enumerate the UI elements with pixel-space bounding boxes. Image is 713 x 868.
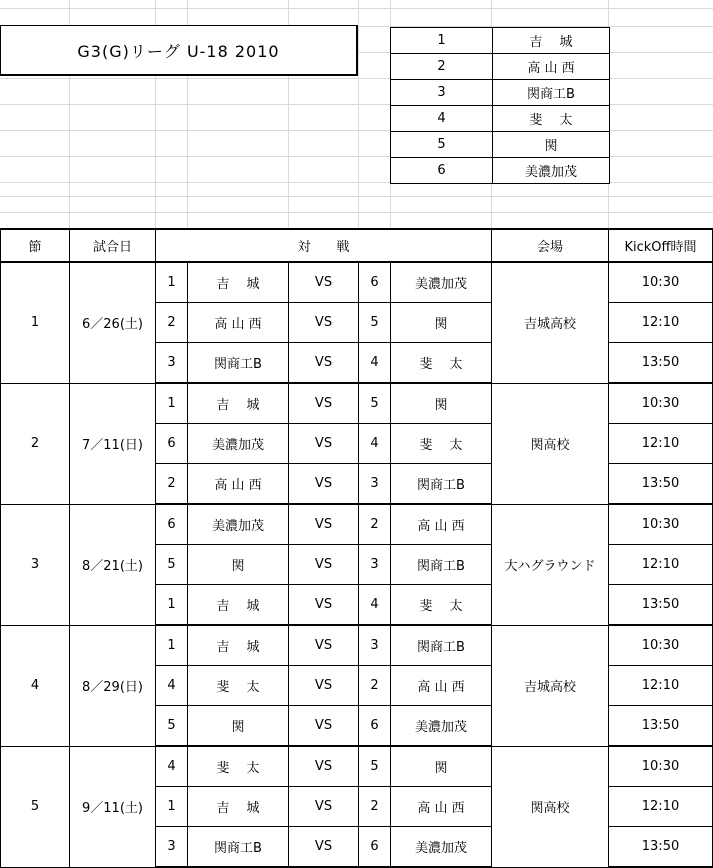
team-number: 6 <box>391 158 493 184</box>
home-team-name: 美濃加茂 <box>188 424 289 464</box>
home-team-name: 斐 太 <box>188 746 289 787</box>
team-number: 3 <box>391 80 493 106</box>
kickoff-time: 13:50 <box>609 706 713 747</box>
away-team-name: 斐 太 <box>391 343 492 384</box>
match-row <box>1 746 713 787</box>
team-number-table <box>390 27 610 184</box>
away-team-number: 4 <box>359 424 391 464</box>
match-row <box>1 625 713 666</box>
home-team-name: 吉 城 <box>188 625 289 666</box>
team-number: 2 <box>391 54 493 80</box>
match-row <box>1 383 713 424</box>
versus-label: VS <box>289 827 359 868</box>
team-row <box>391 132 610 158</box>
versus-label: VS <box>289 303 359 343</box>
home-team-name: 吉 城 <box>188 585 289 626</box>
home-team-number: 4 <box>156 746 188 787</box>
home-team-number: 6 <box>156 504 188 545</box>
versus-label: VS <box>289 343 359 384</box>
team-row <box>391 54 610 80</box>
home-team-name: 美濃加茂 <box>188 504 289 545</box>
home-team-name: 高 山 西 <box>188 464 289 505</box>
team-number: 5 <box>391 132 493 158</box>
away-team-number: 5 <box>359 303 391 343</box>
home-team-number: 2 <box>156 464 188 505</box>
home-team-number: 6 <box>156 424 188 464</box>
team-row <box>391 158 610 184</box>
team-row <box>391 106 610 132</box>
kickoff-time: 12:10 <box>609 303 713 343</box>
home-team-name: 吉 城 <box>188 262 289 303</box>
league-title <box>0 25 358 76</box>
away-team-number: 2 <box>359 504 391 545</box>
home-team-name: 関商工B <box>188 827 289 868</box>
header-match: 対 戦 <box>156 229 492 262</box>
away-team-number: 5 <box>359 383 391 424</box>
header-round: 節 <box>1 229 70 262</box>
kickoff-time: 13:50 <box>609 827 713 868</box>
round-number: 5 <box>1 746 70 867</box>
versus-label: VS <box>289 746 359 787</box>
away-team-name: 高 山 西 <box>391 666 492 706</box>
versus-label: VS <box>289 545 359 585</box>
home-team-number: 5 <box>156 545 188 585</box>
away-team-number: 3 <box>359 545 391 585</box>
versus-label: VS <box>289 504 359 545</box>
home-team-number: 2 <box>156 303 188 343</box>
match-date: 9／11(土) <box>70 746 156 867</box>
venue-name: 吉城高校 <box>492 625 609 746</box>
round-number: 2 <box>1 383 70 504</box>
header-venue: 会場 <box>492 229 609 262</box>
away-team-name: 関 <box>391 383 492 424</box>
team-name: 吉 城 <box>493 28 610 54</box>
team-name: 関 <box>493 132 610 158</box>
versus-label: VS <box>289 706 359 747</box>
kickoff-time: 13:50 <box>609 343 713 384</box>
match-row <box>1 504 713 545</box>
match-date: 8／21(土) <box>70 504 156 625</box>
kickoff-time: 12:10 <box>609 424 713 464</box>
venue-name: 吉城高校 <box>492 262 609 383</box>
header-date: 試合日 <box>70 229 156 262</box>
away-team-number: 5 <box>359 746 391 787</box>
kickoff-time: 10:30 <box>609 383 713 424</box>
home-team-number: 1 <box>156 383 188 424</box>
team-name: 高 山 西 <box>493 54 610 80</box>
away-team-number: 4 <box>359 585 391 626</box>
team-name: 関商工B <box>493 80 610 106</box>
away-team-name: 関商工B <box>391 625 492 666</box>
away-team-name: 関商工B <box>391 545 492 585</box>
round-number: 4 <box>1 625 70 746</box>
home-team-number: 1 <box>156 585 188 626</box>
match-row <box>1 262 713 303</box>
away-team-name: 美濃加茂 <box>391 827 492 868</box>
home-team-number: 1 <box>156 262 188 303</box>
home-team-name: 斐 太 <box>188 666 289 706</box>
kickoff-time: 10:30 <box>609 262 713 303</box>
home-team-number: 5 <box>156 706 188 747</box>
kickoff-time: 10:30 <box>609 746 713 787</box>
venue-name: 関高校 <box>492 383 609 504</box>
versus-label: VS <box>289 625 359 666</box>
home-team-name: 高 山 西 <box>188 303 289 343</box>
away-team-number: 2 <box>359 666 391 706</box>
away-team-name: 斐 太 <box>391 585 492 626</box>
schedule-header-row <box>1 229 713 262</box>
versus-label: VS <box>289 585 359 626</box>
away-team-name: 斐 太 <box>391 424 492 464</box>
home-team-number: 3 <box>156 827 188 868</box>
away-team-name: 高 山 西 <box>391 504 492 545</box>
home-team-name: 関商工B <box>188 343 289 384</box>
team-number: 4 <box>391 106 493 132</box>
header-kickoff: KickOff時間 <box>609 229 713 262</box>
kickoff-time: 12:10 <box>609 545 713 585</box>
match-date: 7／11(日) <box>70 383 156 504</box>
home-team-number: 1 <box>156 787 188 827</box>
versus-label: VS <box>289 666 359 706</box>
kickoff-time: 13:50 <box>609 585 713 626</box>
match-date: 6／26(土) <box>70 262 156 383</box>
team-name: 斐 太 <box>493 106 610 132</box>
venue-name: 大ハグラウンド <box>492 504 609 625</box>
kickoff-time: 10:30 <box>609 504 713 545</box>
venue-name: 関高校 <box>492 746 609 867</box>
away-team-number: 6 <box>359 706 391 747</box>
team-name: 美濃加茂 <box>493 158 610 184</box>
away-team-number: 3 <box>359 464 391 505</box>
home-team-number: 3 <box>156 343 188 384</box>
kickoff-time: 12:10 <box>609 787 713 827</box>
home-team-name: 吉 城 <box>188 383 289 424</box>
round-number: 1 <box>1 262 70 383</box>
home-team-name: 関 <box>188 706 289 747</box>
away-team-number: 6 <box>359 827 391 868</box>
away-team-number: 3 <box>359 625 391 666</box>
home-team-number: 1 <box>156 625 188 666</box>
match-date: 8／29(日) <box>70 625 156 746</box>
schedule-table <box>0 228 713 868</box>
league-title-text: G3(G)リーグ U-18 2010 <box>77 41 280 61</box>
team-number: 1 <box>391 28 493 54</box>
versus-label: VS <box>289 383 359 424</box>
away-team-name: 関 <box>391 303 492 343</box>
home-team-name: 吉 城 <box>188 787 289 827</box>
away-team-name: 高 山 西 <box>391 787 492 827</box>
versus-label: VS <box>289 262 359 303</box>
home-team-number: 4 <box>156 666 188 706</box>
kickoff-time: 10:30 <box>609 625 713 666</box>
kickoff-time: 12:10 <box>609 666 713 706</box>
kickoff-time: 13:50 <box>609 464 713 505</box>
away-team-number: 2 <box>359 787 391 827</box>
away-team-name: 関 <box>391 746 492 787</box>
versus-label: VS <box>289 787 359 827</box>
versus-label: VS <box>289 464 359 505</box>
away-team-name: 関商工B <box>391 464 492 505</box>
away-team-number: 6 <box>359 262 391 303</box>
home-team-name: 関 <box>188 545 289 585</box>
away-team-number: 4 <box>359 343 391 384</box>
away-team-name: 美濃加茂 <box>391 706 492 747</box>
team-row <box>391 28 610 54</box>
team-row <box>391 80 610 106</box>
away-team-name: 美濃加茂 <box>391 262 492 303</box>
round-number: 3 <box>1 504 70 625</box>
versus-label: VS <box>289 424 359 464</box>
